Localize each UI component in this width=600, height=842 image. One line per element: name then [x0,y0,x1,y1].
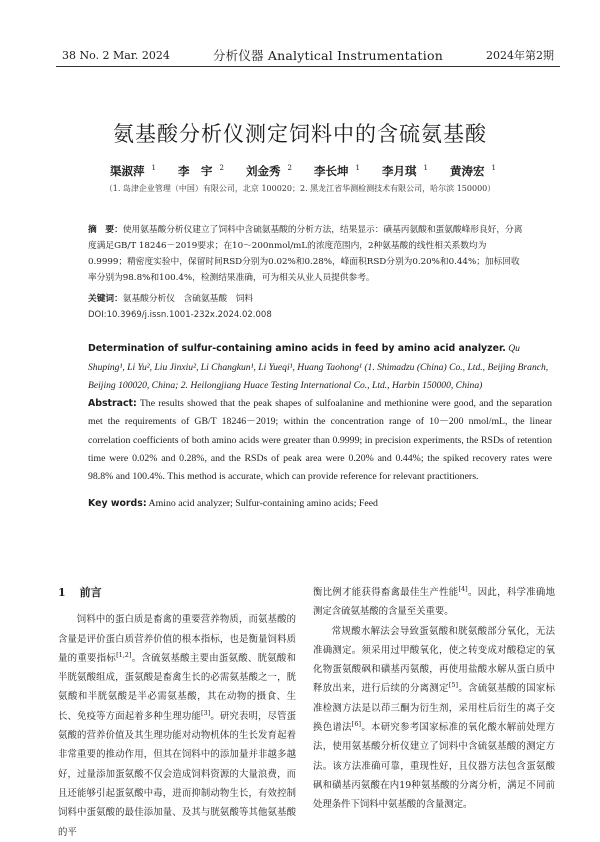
author: 渠淑萍 $^1$ [110,164,157,178]
affiliation: （1. 岛津企业管理（中国）有限公司，北京 100020；2. 黑龙江省华测检测技术有限公司，哈尔滨 150000） [104,184,496,193]
abstract-zh-label: 摘 要： [88,225,123,235]
keywords-zh [88,292,524,304]
abstract-en [88,395,552,486]
abstract-en-text: The results showed that the peak shapes of sulfoalanine and methionine were good, and the separation met the requirements of GB/T 18246－2019; within the concentration range of 10－200 nmol/mL, the linear correlation coefficients of both amino acids were greater than 0.9999; in precision experiments, the RSDs of retention time were 0.02% and 0.28%, and the RSDs of peak area were 0.20% and 0.44%; the spiked recovery rates were 98.8% and 100.4%. This method is accurate, which can provide reference for relevant practitioners. [88,398,552,483]
paragraph: 饲料中的蛋白质是畜禽的重要营养物质，而氨基酸的含量是评价蛋白质营养价值的根本指标，也是衡量饲料质量的重要指标[1,2]。含硫氨基酸主要由蛋氨酸、胱氨酸和半胱氨酸组成，蛋氨酸是畜禽生长的必需氨基酸之一，胱氨酸和半胱氨酸是半必需氨基酸，其在动物的摄食、生长、免疫等方面起着多种生理功能[3]。研究表明，尽管蛋氨酸的营养价值及其生理功能对动物机体的生长发育起着非常重要的推动作用，但其在饲料中的添加量并非越多越好，过量添加蛋氨酸不仅会造成饲料资源的大量浪费，而且还能够引起蛋氨酸中毒，进而抑制动物生长，有效控制饲料中蛋氨酸的最佳添加量、及其与胱氨酸等其他氨基酸的平 [58,614,296,838]
header-rule [56,66,560,67]
abstract-en-label: Abstract: [88,398,137,409]
citation: [4] [458,584,468,593]
running-head-journal: 分析仪器 Analytical Instrumentation [212,48,443,63]
paragraph: 常规酸水解法会导致蛋氨酸和胱氨酸部分氧化，无法准确测定。须采用过甲酸氧化，使之转变成对酸稳定的氧化物蛋氨酸砜和磺基丙氨酸，再使用盐酸水解从蛋白质中释放出来，进行后续的分离测定[5]。含硫氨基酸的国家标准检测方法是以茚三酮为衍生剂，采用柱后衍生的离子交换色谱法[6]。本研究参考国家标准的氧化酸水解前处理方法，使用氨基酸分析仪建立了饲料中含硫氨基酸的测定方法。该方法准确可靠，重现性好，且仪器方法包含蛋氨酸砜和磺基丙氨酸在内19种氨基酸的分离分析，满足不同前处理条件下饲料中氨基酸的含量测定。 [313,625,555,811]
author: 李长坤 $^1$ [314,164,360,178]
citation: [6] [351,719,362,728]
author: 刘金秀 $^2$ [246,164,292,178]
author: 黄涛宏 $^1$ [449,164,496,178]
section-title: 前言 [79,586,102,599]
paper-title: 氨基酸分析仪测定饲料中的含硫氨基酸 [113,122,487,146]
keywords-zh-label: 关键词： [88,294,123,304]
running-head-right: 2024年第2期 [485,49,554,62]
author-list [0,163,600,179]
english-authors-affiliation: Qu Shuping¹, Li Yu², Liu Jinxiu², Li Changkun¹, Li Yueqi¹, Huang Taohong¹ (1. Shimadzu (China) Co., Ltd., Beijing Branch, Beijing 100020, China; 2. Heilongjiang Huace Testing International Co., Ltd., Harbin 150000, China) [88,343,549,391]
doi: DOI:10.3969/j.issn.1001-232x.2024.02.008 [88,310,272,320]
english-title: Determination of sulfur-containing amino acids in feed by amino acid analyzer. [88,343,506,354]
running-head-left: 38 No. 2 Mar. 2024 [62,48,170,62]
author: 李 宇 $^2$ [178,164,224,178]
abstract-zh [88,222,524,286]
body-column-right [313,583,555,815]
author: 李月琪 $^1$ [381,164,428,178]
keywords-zh-text: 氨基酸分析仪 含硫氨基酸 饲料 [122,294,254,304]
citation: [3] [200,708,211,717]
body-column-left [58,583,296,842]
paragraph: 衡比例才能获得畜禽最佳生产性能[4]。因此，科学准确地测定含硫氨基酸的含量至关重要。 [313,584,555,618]
english-title-block [88,340,552,396]
citation: [5] [448,681,458,690]
section-heading [58,583,296,602]
keywords-en [88,498,552,509]
citation: [1,2] [116,650,132,659]
running-head [62,46,554,64]
keywords-en-label: Key words: [88,498,147,509]
abstract-zh-text: 使用氨基酸分析仪建立了饲料中含硫氨基酸的分析方法，结果显示：磺基丙氨酸和蛋氨酸峰形良好，分离度满足GB/T 18246－2019要求；在10～200nmol/mL的浓度范围内，2种氨基酸的线性相关系数均为0.9999；精密度实验中，保留时间RSD分别为0.02%和0.28%，峰面积RSD分别为0.20%和0.44%；加标回收率分别为98.8%和100.4%，检测结果准确，可为相关从业人员提供参考。 [88,225,523,283]
keywords-en-text: Amino acid analyzer; Sulfur-containing amino acids; Feed [148,498,378,509]
section-number: 1 [58,586,66,599]
